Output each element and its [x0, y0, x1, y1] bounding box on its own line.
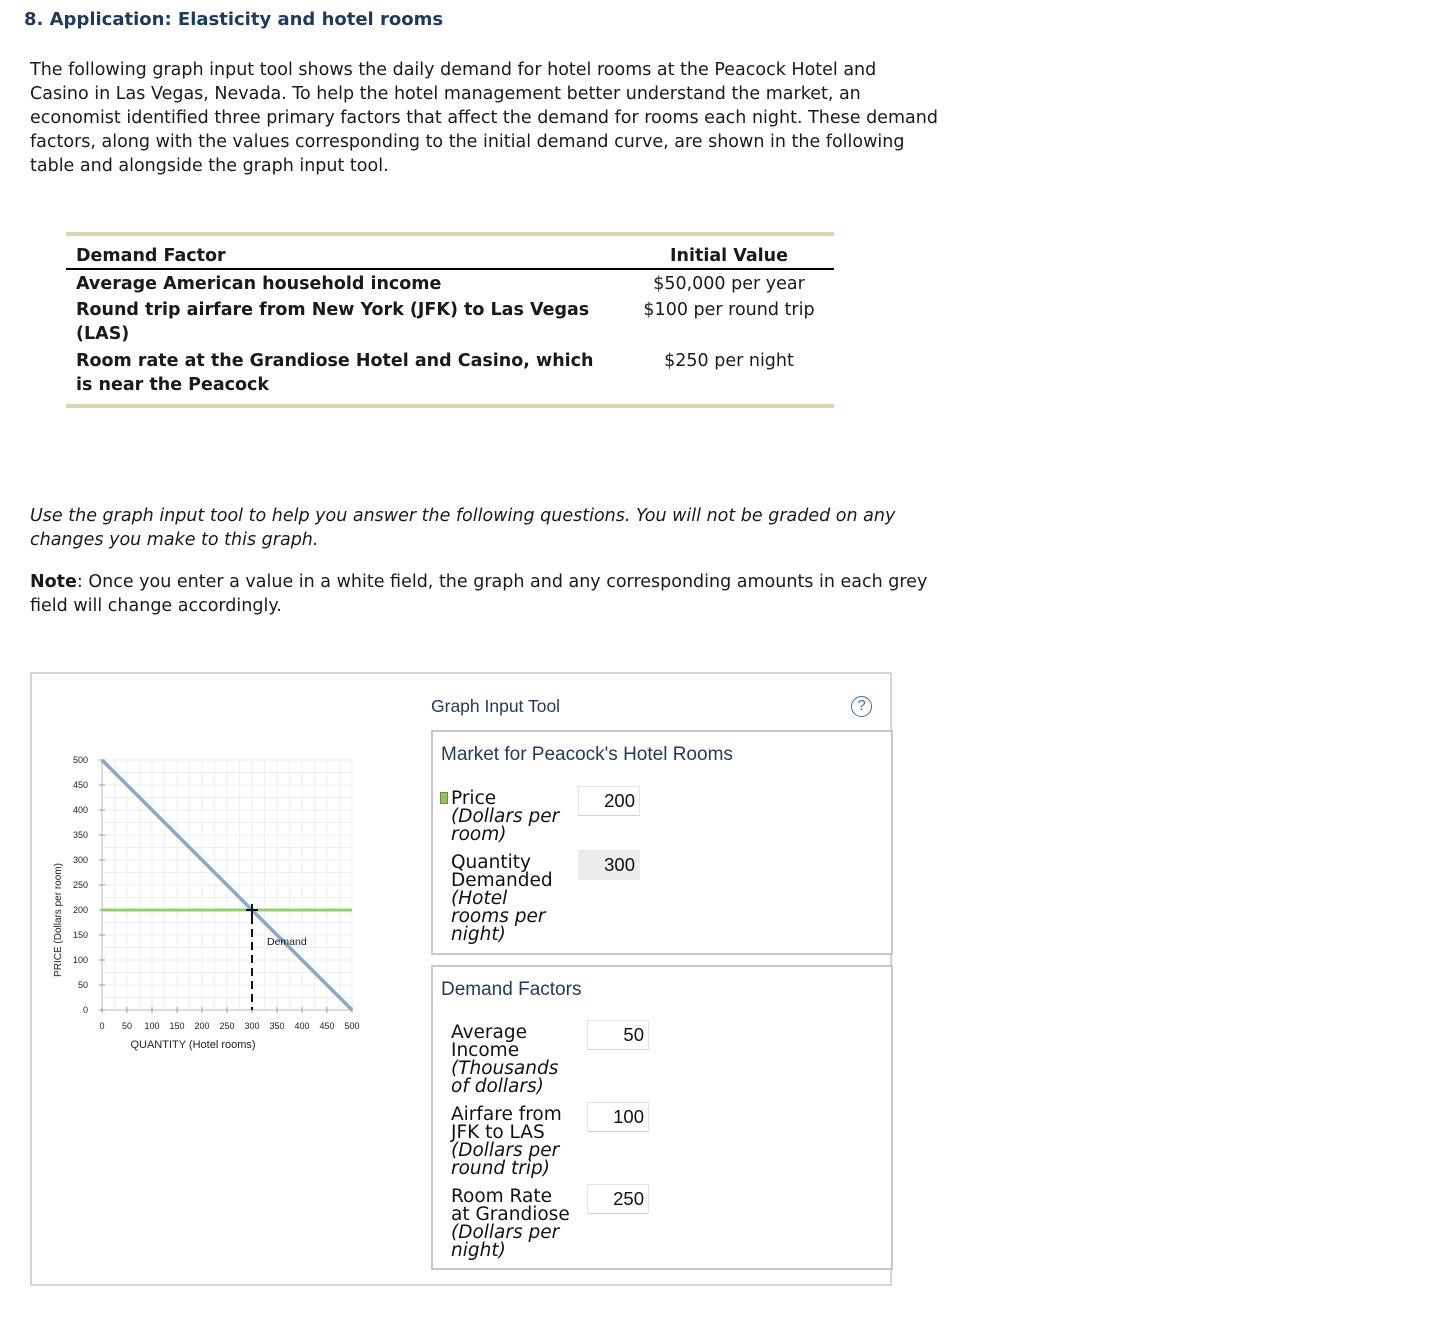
factor-cell: Average American household income [76, 274, 442, 294]
price-input[interactable] [578, 786, 640, 816]
factor-cell: Round trip airfare from New York (JFK) to Las Vegas (LAS) [76, 300, 590, 344]
income-label-text: Average Income [451, 1022, 527, 1061]
y-axis-label: PRICE (Dollars per room) [53, 863, 64, 977]
y-tick-label: 250 [72, 880, 88, 890]
x-axis-label: QUANTITY (Hotel rooms) [130, 1039, 256, 1051]
x-tick-label: 0 [99, 1021, 105, 1031]
y-tick-label: 200 [72, 905, 88, 915]
x-tick-label: 350 [269, 1021, 285, 1031]
airfare-label [451, 1106, 571, 1178]
x-tick-label: 200 [194, 1021, 210, 1031]
market-panel-heading: Market for Peacock's Hotel Rooms [441, 744, 733, 765]
price-unit-text: (Dollars per room) [451, 806, 560, 845]
x-tick-label: 450 [319, 1021, 335, 1031]
income-unit-text: (Thousands of dollars) [451, 1058, 559, 1097]
airfare-unit-text: (Dollars per round trip) [451, 1140, 560, 1179]
x-tick-label: 500 [344, 1021, 360, 1031]
room-rate-unit-text: (Dollars per night) [451, 1222, 560, 1261]
x-tick-label: 150 [169, 1021, 185, 1031]
demand-factor-table [66, 232, 834, 408]
y-tick-label: 350 [72, 830, 88, 840]
price-label [451, 790, 571, 844]
instruction-text: Use the graph input tool to help you answer the following questions. You will not be graded on any changes you make to this graph. [30, 506, 896, 550]
demand-factors-heading: Demand Factors [441, 979, 582, 1000]
demand-graph[interactable] [44, 750, 374, 1060]
airfare-input[interactable] [587, 1102, 649, 1132]
y-tick-label: 0 [82, 1005, 88, 1015]
page-title: 8. Application: Elasticity and hotel rooms [24, 9, 444, 30]
income-input[interactable] [587, 1020, 649, 1050]
y-tick-label: 150 [72, 930, 88, 940]
quantity-demanded-output: 300 [578, 850, 640, 880]
x-tick-label: 300 [244, 1021, 260, 1031]
table-header-row [66, 244, 834, 269]
income-label [451, 1024, 571, 1096]
y-tick-label: 500 [72, 755, 88, 765]
graph-markers[interactable] [246, 904, 258, 1010]
note-body: : Once you enter a value in a white field, the graph and any corresponding amounts in each grey field will change accordingly. [30, 572, 928, 616]
room-rate-label [451, 1188, 576, 1260]
value-cell: $50,000 per year [653, 274, 805, 294]
x-tick-label: 400 [294, 1021, 310, 1031]
table-row [66, 297, 834, 347]
table-row [66, 347, 834, 398]
value-cell: $250 per night [664, 351, 794, 371]
price-label-text: Price [451, 788, 497, 809]
y-tick-label: 450 [72, 780, 88, 790]
x-tick-label: 50 [121, 1021, 133, 1031]
price-line-swatch-icon [440, 792, 448, 804]
note-text [30, 570, 950, 618]
room-rate-input[interactable] [587, 1184, 649, 1214]
quantity-label-text: Quantity Demanded [451, 852, 553, 891]
y-tick-label: 50 [77, 980, 88, 990]
quantity-unit-text: (Hotel rooms per night) [451, 888, 546, 945]
value-cell: $100 per round trip [643, 300, 815, 320]
demand-curve-label: Demand [267, 936, 307, 948]
header-initial-value: Initial Value [624, 244, 834, 269]
help-icon[interactable]: ? [851, 696, 872, 717]
table-row [66, 269, 834, 297]
tool-title: Graph Input Tool [431, 696, 561, 716]
header-demand-factor: Demand Factor [66, 244, 624, 269]
note-label: Note [30, 572, 77, 592]
intro-paragraph: The following graph input tool shows the daily demand for hotel rooms at the Peacock Hotel and Casino in Las Vegas, Nevada. To help the hotel management better understand the market, an economist identified three primary factors that affect the demand for rooms each night. These demand factors, along with the values corresponding to the initial demand curve, are shown in the following table and alongside the graph input tool. [30, 60, 938, 176]
room-rate-label-text: Room Rate at Grandiose [451, 1186, 570, 1225]
y-tick-label: 300 [72, 855, 88, 865]
airfare-label-text: Airfare from JFK to LAS [451, 1104, 562, 1143]
factor-cell: Room rate at the Grandiose Hotel and Casino, which is near the Peacock [76, 351, 594, 395]
quantity-demanded-label [451, 854, 561, 944]
x-tick-label: 100 [144, 1021, 160, 1031]
x-tick-label: 250 [219, 1021, 235, 1031]
graph-ticks [73, 755, 360, 1031]
y-tick-label: 400 [72, 805, 88, 815]
y-tick-label: 100 [72, 955, 88, 965]
